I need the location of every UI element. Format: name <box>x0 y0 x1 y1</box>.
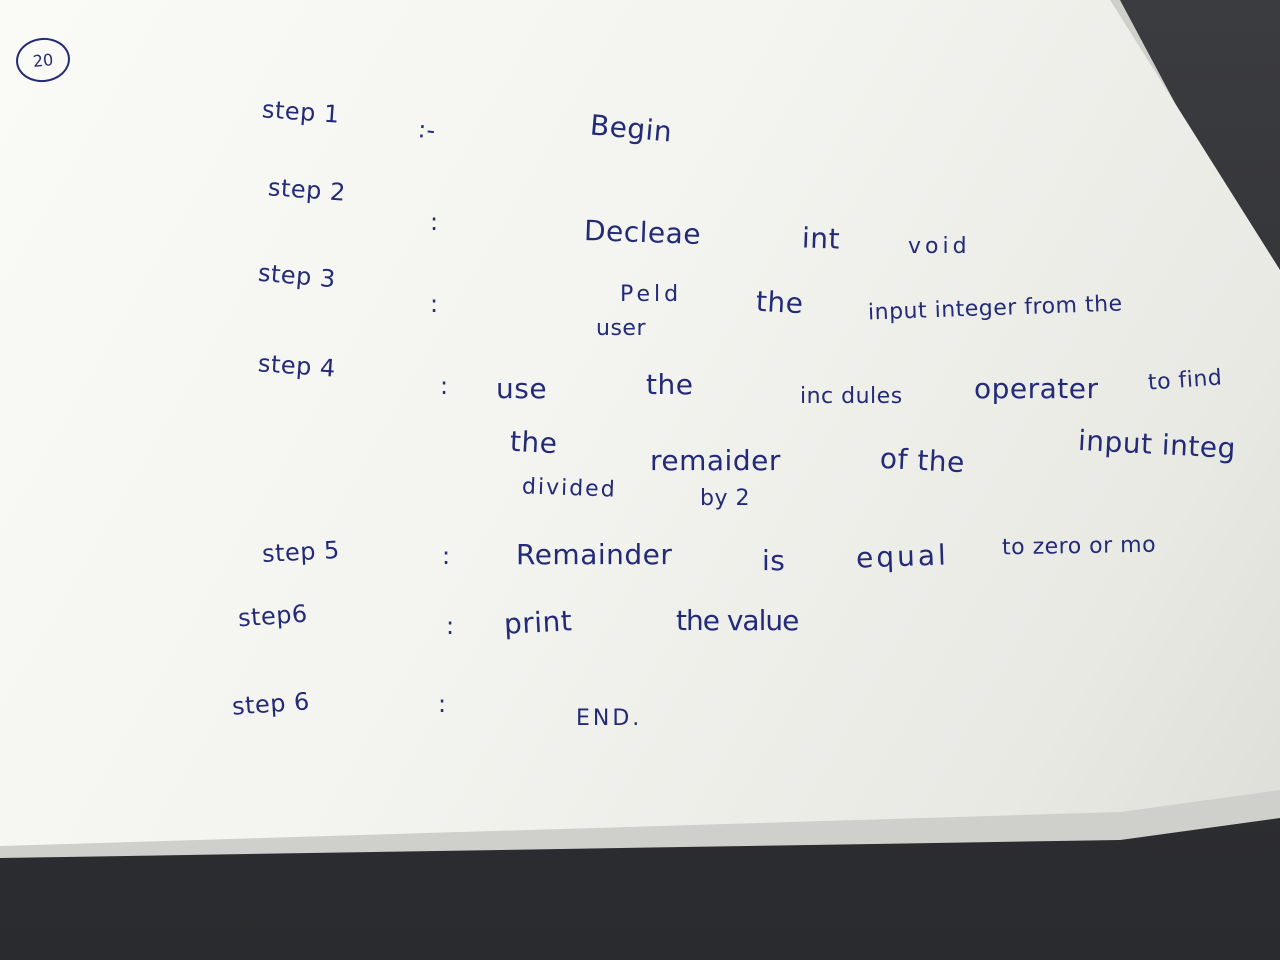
step-1-text: Begin <box>588 108 674 149</box>
step-2-text-c: void <box>908 234 971 259</box>
step-4-line3-b: by 2 <box>700 486 750 511</box>
step-3-text-a: Peld <box>620 282 683 307</box>
step-6b-text: END. <box>576 706 643 731</box>
step-5-text-a: Remainder <box>516 538 673 571</box>
step-4-line1-e: to find <box>1147 365 1224 396</box>
step-4-line2-d: input integ <box>1077 423 1237 466</box>
step-1-label: step 1 <box>261 95 341 129</box>
step-3-text-d: user <box>596 316 646 341</box>
step-5-text-d: to zero or mo <box>1001 532 1157 561</box>
step-2-text-a: Decleae <box>583 213 702 252</box>
step-2-label: step 2 <box>267 173 347 207</box>
step-6b-separator: : <box>438 690 447 718</box>
step-6a-text-b: the value <box>676 604 799 637</box>
step-2-separator: : <box>430 208 439 236</box>
step-4-label: step 4 <box>257 349 337 383</box>
step-4-line1-d: operater <box>974 372 1099 405</box>
step-3-text-b: the <box>755 284 805 321</box>
step-5-label: step 5 <box>261 535 341 569</box>
step-3-label: step 3 <box>256 258 337 294</box>
step-3-text-c: input integer from the <box>867 291 1123 326</box>
step-6a-label: step6 <box>237 599 309 633</box>
step-5-text-c: equal <box>855 538 950 575</box>
step-5-text-b: is <box>762 544 786 577</box>
step-4-line3-a: divided <box>521 474 618 503</box>
step-6a-separator: : <box>446 612 455 640</box>
step-5-separator: : <box>442 542 451 570</box>
step-4-separator: : <box>440 372 449 400</box>
step-1-separator: :- <box>416 115 438 145</box>
step-4-line2-a: the <box>509 424 559 461</box>
step-4-line2-c: of the <box>879 441 966 480</box>
page-number: 20 <box>31 49 55 71</box>
step-4-line1-b: the <box>646 368 694 401</box>
step-3-separator: : <box>430 290 439 318</box>
step-4-line2-b: remaider <box>650 444 781 477</box>
step-6b-label: step 6 <box>231 687 311 721</box>
step-2-text-b: int <box>801 221 841 256</box>
step-4-line1-c: inc dules <box>800 384 903 409</box>
step-6a-text-a: print <box>503 604 574 641</box>
step-4-line1-a: use <box>496 372 548 405</box>
